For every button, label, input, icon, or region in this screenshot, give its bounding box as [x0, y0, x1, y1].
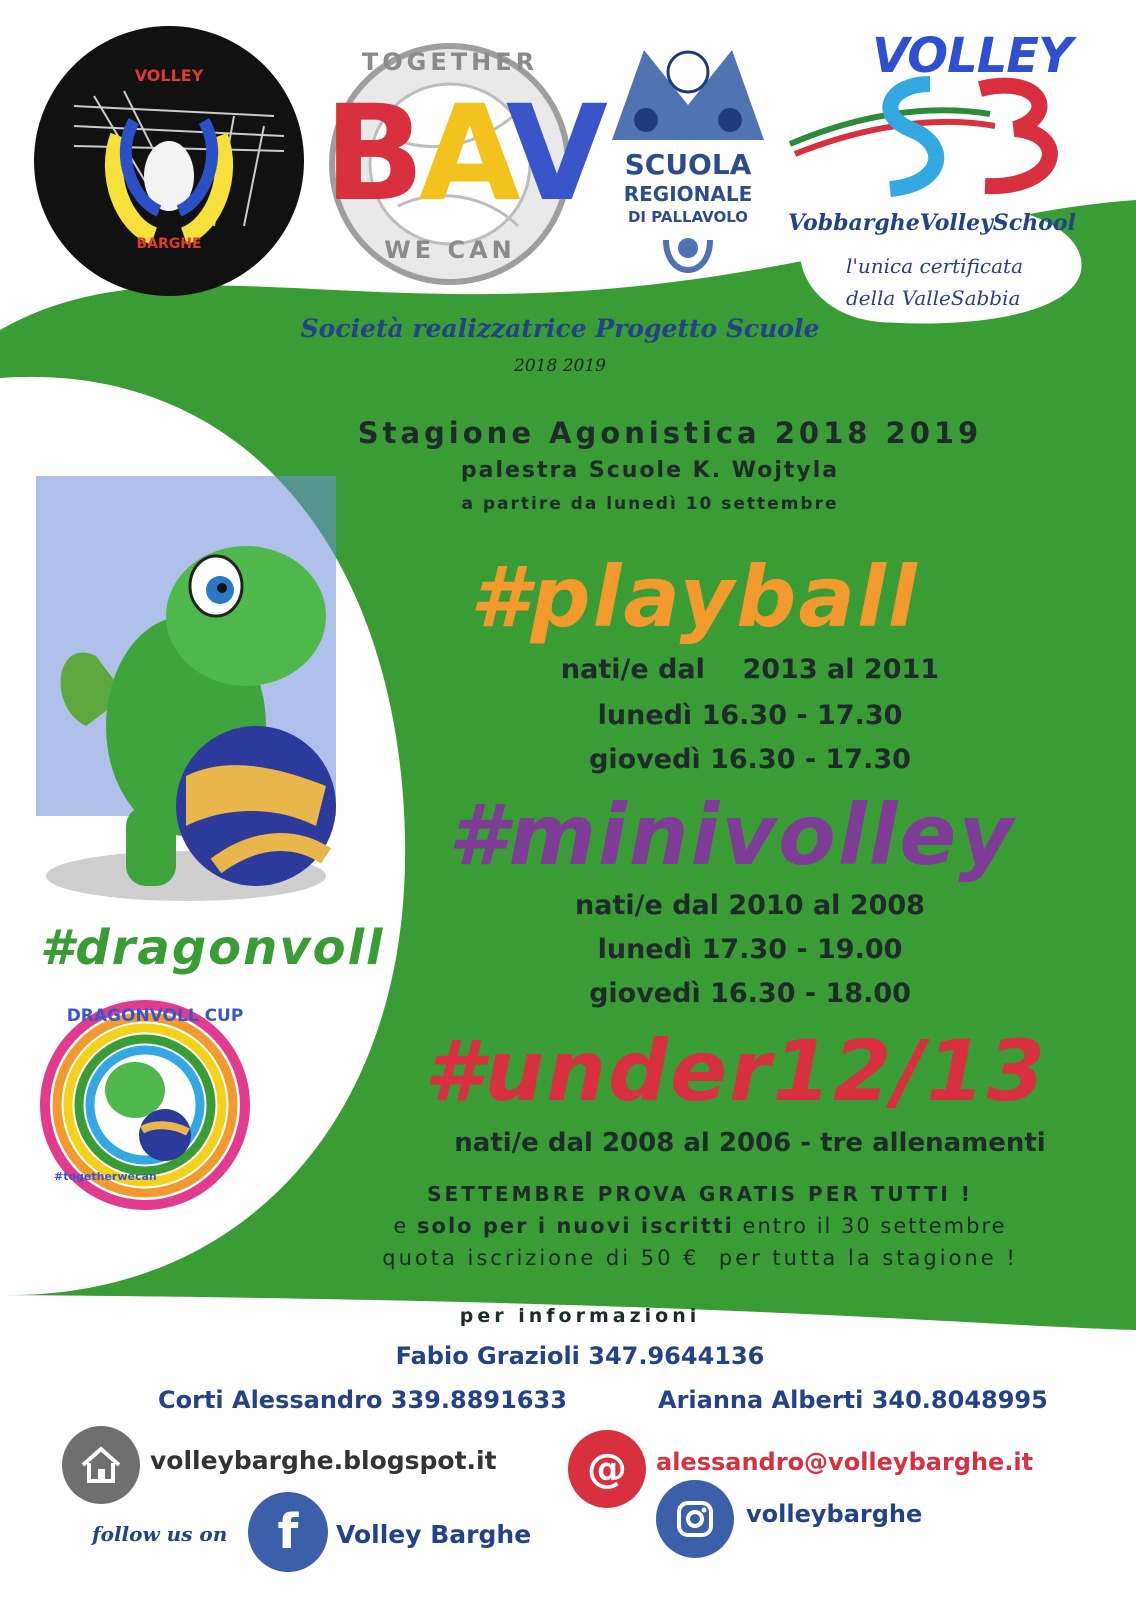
- under-tag: #under12/13: [424, 1022, 1048, 1120]
- promo-line1: SETTEMBRE PROVA GRATIS PER TUTTI !: [427, 1182, 973, 1206]
- logo-bav-top: TOGETHER: [361, 48, 539, 76]
- instagram-glyph: [675, 1499, 715, 1539]
- email-link[interactable]: alessandro@volleybarghe.it: [656, 1448, 1034, 1476]
- logo-volley-barghe: [34, 26, 304, 296]
- logo-volley-s3-school: VobbargheVolleySchool: [788, 210, 1076, 236]
- promo-line3: quota iscrizione di 50 € per tutta la stagione !: [382, 1246, 1018, 1270]
- playball-tag: #playball: [470, 548, 919, 646]
- promo-line2-post: entro il 30 settembre: [733, 1214, 1007, 1238]
- at-icon[interactable]: @: [568, 1430, 646, 1508]
- logo-bav: [318, 36, 602, 286]
- logo-scuola-line1: SCUOLA: [624, 148, 752, 181]
- logo-bav-bottom: WE CAN: [384, 236, 516, 264]
- dragonvoll-tag: #dragonvoll: [40, 920, 385, 976]
- venue: palestra Scuole K. Wojtyla: [460, 458, 840, 483]
- minivolley-day1: lunedì 17.30 - 19.00: [597, 934, 903, 965]
- instagram-link[interactable]: volleybarghe: [746, 1500, 923, 1528]
- logo-scuola-line3: DI PALLAVOLO: [627, 208, 749, 226]
- start-date: a partire da lunedì 10 settembre: [461, 494, 839, 514]
- promo-line2-bold: solo per i nuovi iscritti: [417, 1214, 734, 1238]
- logo-volley-s3-cert-1: l'unica certificata: [846, 254, 1023, 278]
- logo-scuola-regionale: [604, 30, 772, 300]
- contact-person-2: Corti Alessandro 339.8891633: [158, 1386, 567, 1414]
- tagline: Società realizzatrice Progetto Scuole: [300, 314, 820, 343]
- dragon-illustration: [36, 476, 336, 906]
- playball-born: nati/e dal 2013 al 2011: [560, 654, 940, 685]
- contacts-heading: per informazioni: [459, 1305, 701, 1327]
- home-glyph: [79, 1445, 123, 1485]
- logo-scuola-line2: REGIONALE: [623, 182, 753, 206]
- logo-volley-s3-cert-2: della ValleSabbia: [846, 286, 1021, 310]
- dragonvoll-cup-hashtag: #togetherwecan: [54, 1170, 157, 1183]
- home-icon[interactable]: [62, 1426, 140, 1504]
- logo-bav-letters: BAV: [324, 77, 602, 231]
- logo-volley-barghe-top: VOLLEY: [134, 66, 204, 85]
- volley-s3-mark: [780, 74, 1120, 204]
- dragonvoll-cup-logo: [40, 1000, 250, 1210]
- contact-person-3: Arianna Alberti 340.8048995: [658, 1386, 1048, 1414]
- instagram-icon[interactable]: [656, 1480, 734, 1558]
- tagline-year: 2018 2019: [514, 356, 606, 376]
- facebook-link[interactable]: Volley Barghe: [336, 1520, 532, 1549]
- contact-person-1: Fabio Grazioli 347.9644136: [395, 1342, 765, 1370]
- minivolley-born: nati/e dal 2010 al 2008: [575, 890, 925, 921]
- logo-volley-s3: [780, 24, 1120, 324]
- playball-day2: giovedì 16.30 - 17.30: [589, 744, 911, 775]
- logo-volley-barghe-bottom: BARGHE: [136, 236, 202, 252]
- minivolley-tag: #minivolley: [448, 786, 1016, 884]
- under-born: nati/e dal 2008 al 2006 - tre allenamenti: [454, 1128, 1046, 1158]
- promo-line2: [300, 1214, 1100, 1238]
- logo-volley-s3-word: VOLLEY: [872, 28, 1072, 84]
- facebook-icon[interactable]: f: [248, 1492, 328, 1572]
- website-link[interactable]: volleybarghe.blogspot.it: [150, 1446, 497, 1475]
- minivolley-day2: giovedì 16.30 - 18.00: [589, 978, 911, 1009]
- playball-day1: lunedì 16.30 - 17.30: [597, 700, 903, 731]
- dragonvoll-cup-title: DRAGONVOLL CUP: [66, 1006, 244, 1026]
- promo-line2-pre: e: [393, 1214, 418, 1238]
- season-title: Stagione Agonistica 2018 2019: [357, 416, 983, 450]
- dragon-mascot: [36, 476, 336, 906]
- follow-us: follow us on: [92, 1522, 228, 1546]
